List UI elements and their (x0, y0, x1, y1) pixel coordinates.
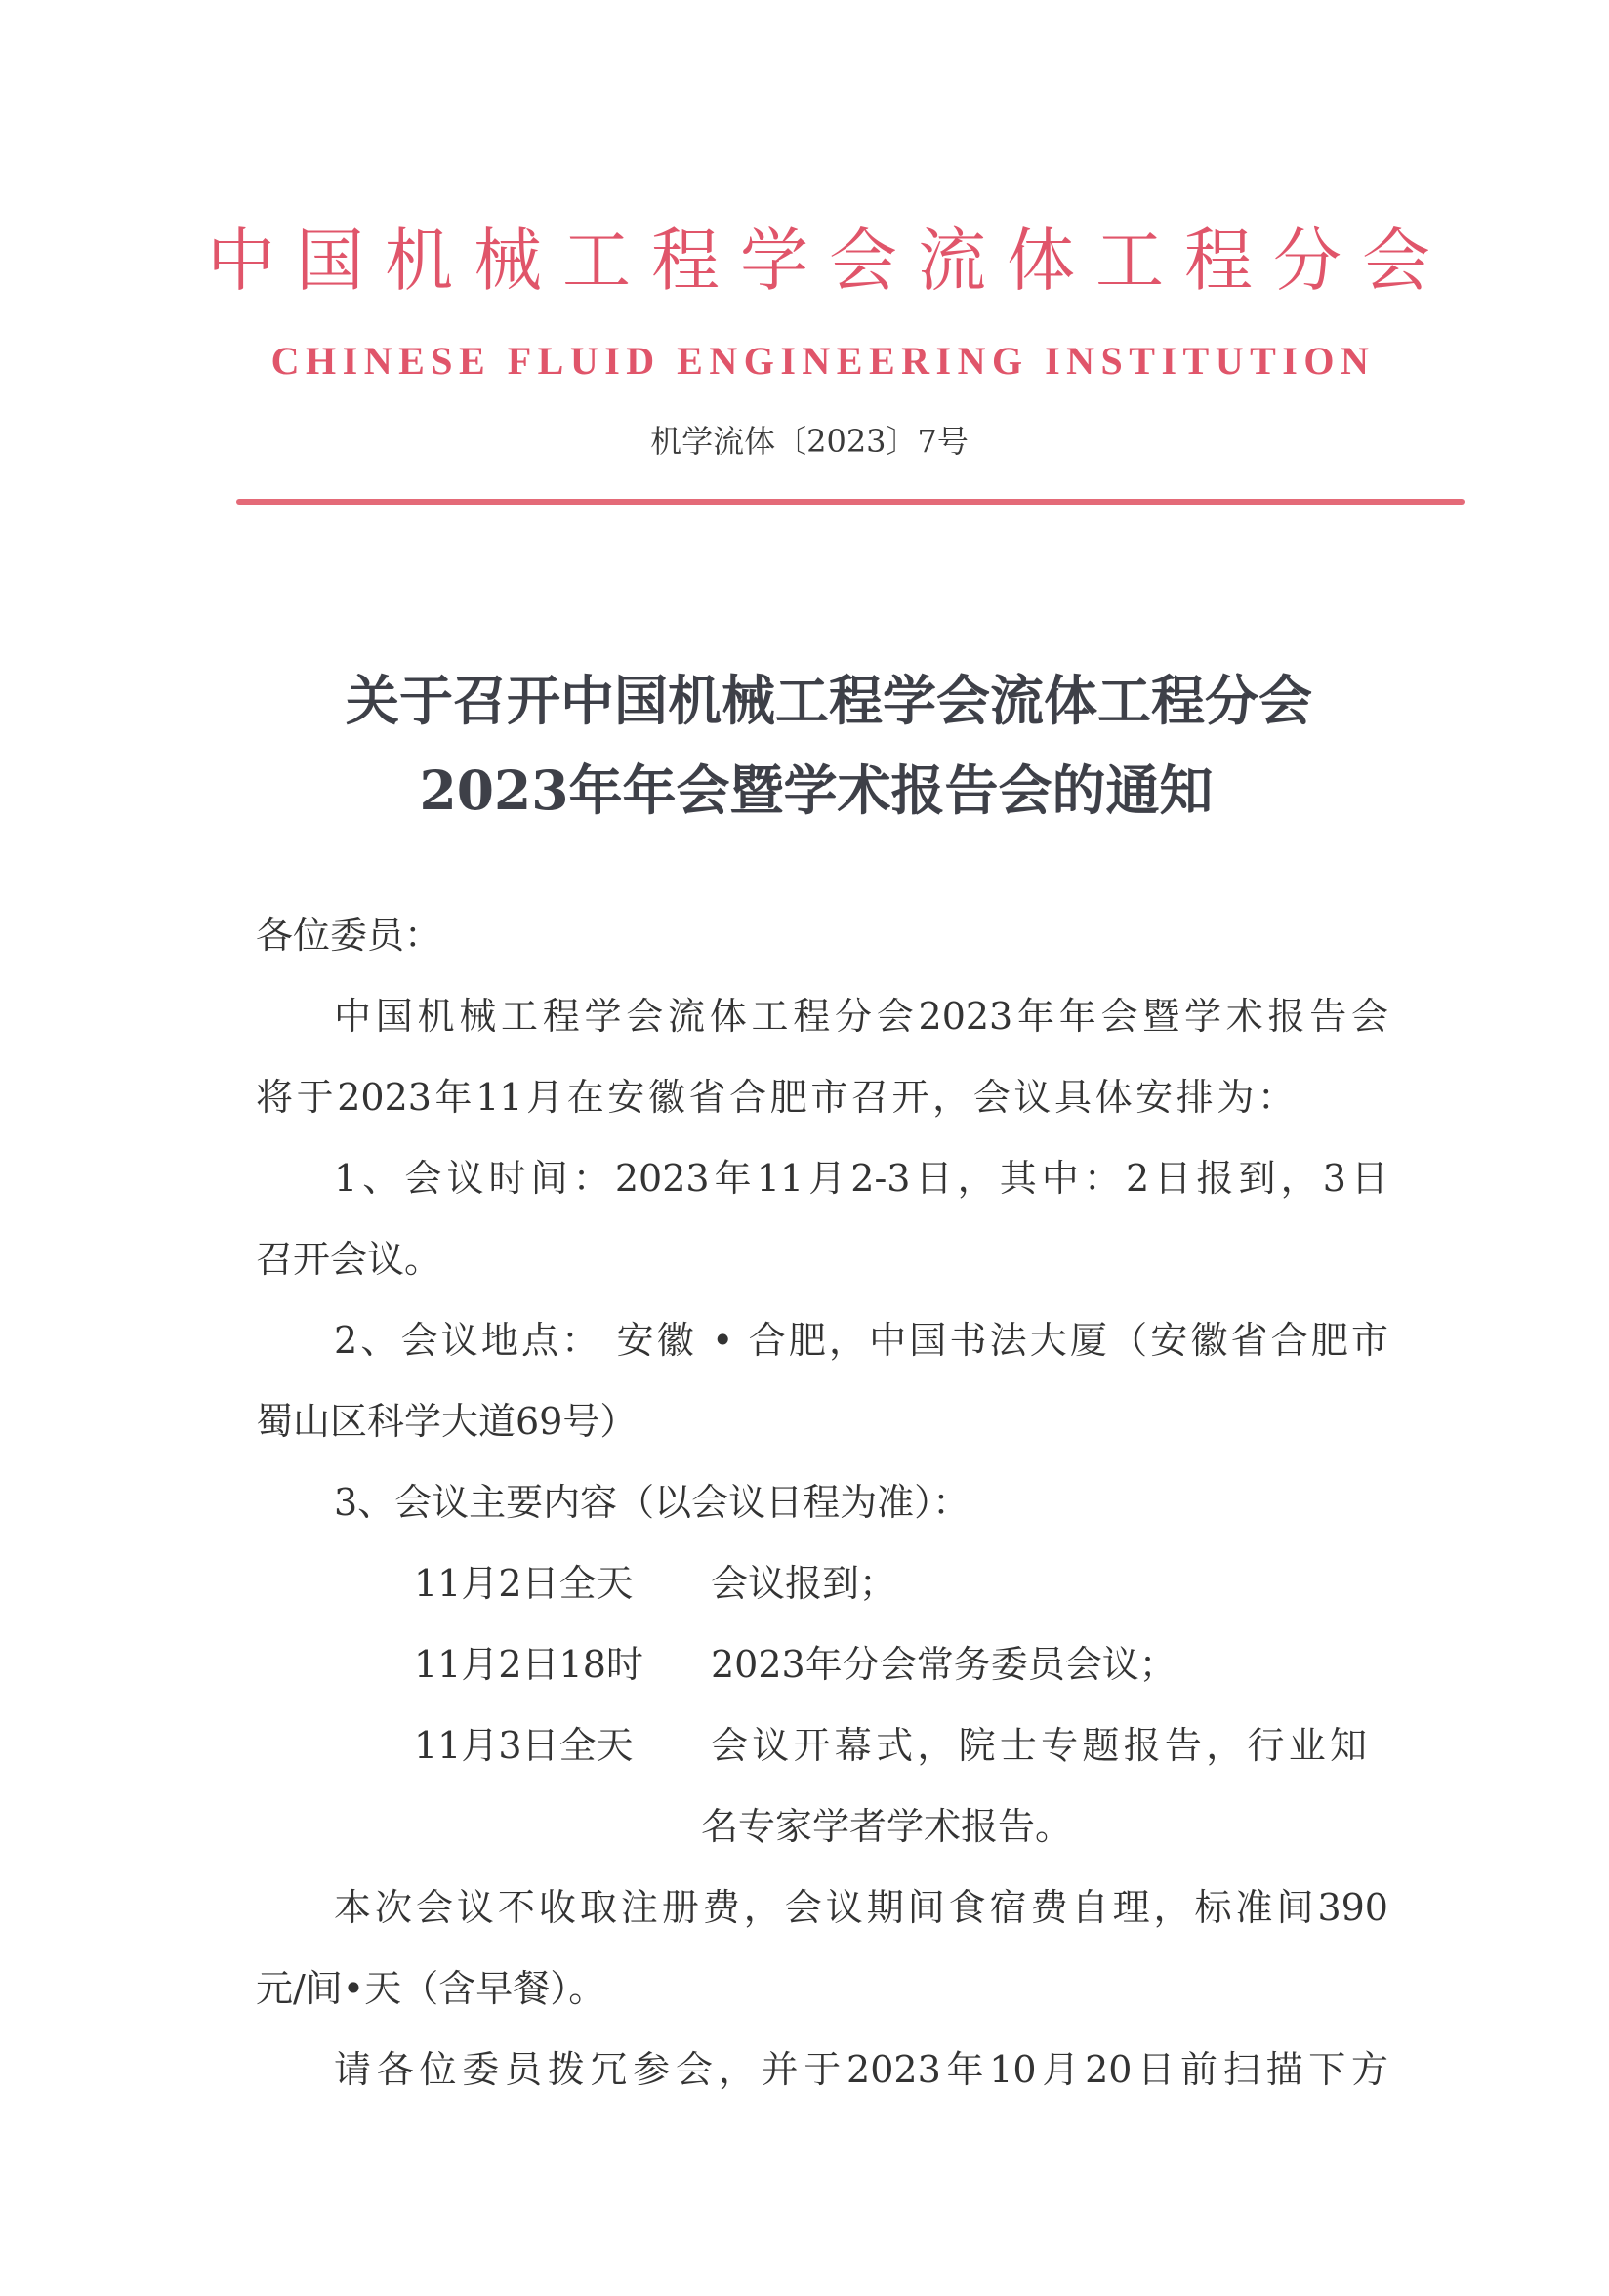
org-name-en: CHINESE FLUID ENGINEERING INSTITUTION (270, 339, 1376, 383)
salutation: 各位委员： (256, 914, 442, 957)
intro-line1: 中国机械工程学会流体工程分会2023年年会暨学术报告会 (334, 995, 1388, 1038)
header-divider (236, 499, 1465, 505)
fee-line1: 本次会议不收取注册费，会议期间食宿费自理，标准间390 (334, 1886, 1388, 1929)
schedule-time: 11月3日全天 (414, 1724, 634, 1767)
schedule-time: 11月2日全天 (414, 1562, 634, 1605)
fee-line2: 元/间•天（含早餐）。 (256, 1967, 606, 2010)
schedule-desc-continued: 名专家学者学术报告。 (701, 1805, 1073, 1848)
document-title-line2: 2023年年会暨学术报告会的通知 (419, 758, 1214, 822)
item1-line2: 召开会议。 (256, 1238, 442, 1281)
schedule-desc: 2023年分会常务委员会议； (711, 1643, 1176, 1686)
intro-line2: 将于2023年11月在安徽省合肥市召开，会议具体安排为： (256, 1076, 1295, 1119)
schedule-desc: 会议报到； (711, 1562, 897, 1605)
schedule-time: 11月2日18时 (414, 1643, 643, 1686)
closing-line1: 请各位委员拨冗参会，并于2023年10月20日前扫描下方 (334, 2048, 1388, 2091)
item2-line1: 2、会议地点： 安徽 • 合肥，中国书法大厦（安徽省合肥市 (334, 1319, 1388, 1362)
org-name-cn: 中国机械工程学会流体工程分会 (207, 221, 1451, 301)
item1-line1: 1、会议时间：2023年11月2-3日，其中：2日报到，3日 (334, 1157, 1388, 1200)
document-title-line1: 关于召开中国机械工程学会流体工程分会 (345, 669, 1312, 732)
document-number: 机学流体〔2023〕7号 (650, 423, 969, 460)
item2-line2: 蜀山区科学大道69号） (256, 1400, 638, 1443)
schedule-desc: 会议开幕式，院士专题报告，行业知 (711, 1724, 1367, 1767)
item3-line1: 3、会议主要内容（以会议日程为准）： (334, 1481, 970, 1524)
